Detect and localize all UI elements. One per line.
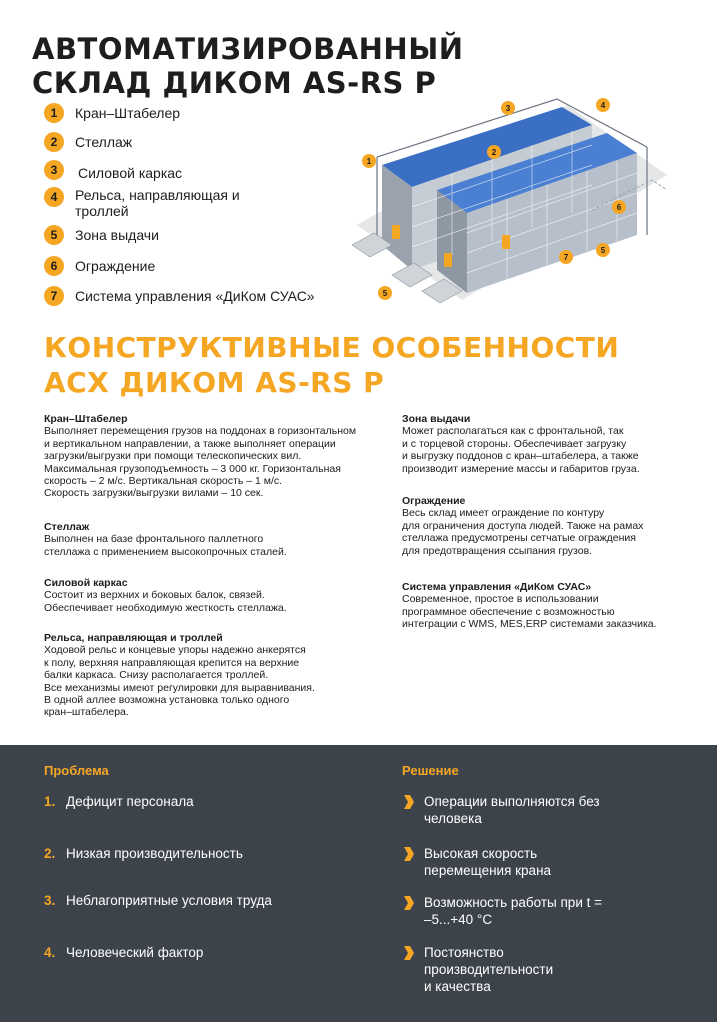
feature-text: Состоит из верхних и боковых балок, связей. Обеспечивает необходимую жесткость стеллажа.	[44, 589, 287, 614]
feature-text: Ходовой рельс и концевые упоры надежно анкерятся к полу, верхняя направляющая крепится на верхние балки каркаса. Снизу располагается троллей. Все механизмы имеют регулировки для выравнивания. В одной аллее возможна установка только одного кран–штабелера.	[44, 644, 315, 719]
legend-label: Ограждение	[75, 258, 156, 274]
solution-text: Высокая скорость перемещения крана	[424, 846, 552, 878]
legend-number-badge: 3	[44, 160, 64, 180]
problem-item	[44, 846, 243, 861]
legend-label: Стеллаж	[75, 134, 133, 150]
solution-text: Постоянство производительности и качества	[424, 945, 554, 994]
solution-text: Операции выполняются без человека	[424, 794, 600, 826]
solution-item	[402, 944, 702, 995]
chevron-right-icon	[402, 896, 414, 910]
problem-number: 2.	[44, 846, 56, 861]
solution-item	[402, 894, 702, 928]
feature-block	[402, 495, 702, 557]
legend-label: Кран–Штабелер	[75, 105, 181, 121]
solution-text: Возможность работы при t = –5...+40 °C	[424, 895, 602, 927]
page-title-line2: СКЛАД ДИКОМ AS-RS P	[32, 66, 437, 100]
legend-number-badge: 4	[44, 187, 64, 207]
problem-item	[44, 794, 194, 809]
legend-item	[44, 160, 182, 181]
legend-number-badge: 6	[44, 256, 64, 276]
problem-text: Неблагоприятные условия труда	[66, 893, 272, 908]
problem-text: Человеческий фактор	[66, 945, 204, 960]
feature-text: Выполнен на базе фронтального паллетного стеллажа с применением высокопрочных сталей.	[44, 533, 287, 558]
svg-text:6: 6	[616, 203, 622, 212]
solution-heading: Решение	[402, 763, 459, 778]
legend-item	[44, 225, 159, 245]
feature-text: Выполняет перемещения грузов на поддонах в горизонтальном и вертикальном направлении, а также выполняет операции загрузки/выгрузки при помощи телескопических вил. Максимальная грузоподъемность – 3 000 кг. Горизонтальная скорость – 2 м/с. Вертикальная скорость – 1 м/с. Скорость загрузки/выгрузки вилами – 10 сек.	[44, 425, 357, 500]
illustration-badge	[378, 286, 392, 300]
problem-text: Дефицит персонала	[66, 794, 194, 809]
illustration-badge	[612, 200, 626, 214]
svg-text:4: 4	[600, 101, 606, 110]
legend-item	[44, 286, 315, 306]
feature-title: Силовой каркас	[44, 577, 128, 589]
legend-label: Система управления «ДиКом СУАС»	[75, 288, 315, 304]
legend-item	[44, 256, 155, 276]
problem-number: 3.	[44, 893, 56, 908]
chevron-right-icon	[402, 795, 414, 809]
svg-text:2: 2	[491, 148, 497, 157]
legend-label: Зона выдачи	[75, 227, 159, 243]
feature-text: Может располагаться как с фронтальной, так и с торцевой стороны. Обеспечивает загрузку и выгрузку поддонов с кран–штабелера, а также производит измерение массы и габаритов груза.	[402, 425, 640, 475]
legend-label: Силовой каркас	[78, 165, 183, 181]
feature-block	[44, 632, 389, 719]
illustration-badge	[487, 145, 501, 159]
feature-text: Весь склад имеет ограждение по контуру для ограничения доступа людей. Также на рамах стеллажа предусмотрены сетчатые ограждения для предотвращения ссыпания грузов.	[402, 507, 644, 557]
svg-text:7: 7	[563, 253, 569, 262]
svg-text:5: 5	[382, 289, 388, 298]
problem-heading: Проблема	[44, 763, 109, 778]
feature-title: Кран–Штабелер	[44, 413, 128, 425]
illustration-badge	[559, 250, 573, 264]
feature-block	[402, 413, 702, 475]
section-title	[44, 330, 704, 400]
svg-text:1: 1	[366, 157, 372, 166]
legend-number-badge: 5	[44, 225, 64, 245]
legend-item	[44, 187, 265, 219]
legend-label: Рельса, направляющая и троллей	[75, 187, 240, 219]
feature-title: Рельса, направляющая и троллей	[44, 632, 223, 644]
chevron-right-icon	[402, 946, 414, 960]
illustration-badge	[362, 154, 376, 168]
legend-number-badge: 7	[44, 286, 64, 306]
problem-item	[44, 945, 203, 960]
page-title	[32, 32, 552, 100]
problem-number: 4.	[44, 945, 56, 960]
feature-block	[44, 521, 389, 558]
illustration-badge	[596, 243, 610, 257]
feature-title: Зона выдачи	[402, 413, 471, 425]
svg-text:3: 3	[505, 104, 511, 113]
section-title-line2: АСХ ДИКОМ AS-RS P	[44, 366, 385, 399]
feature-title: Стеллаж	[44, 521, 90, 533]
svg-text:5: 5	[600, 246, 606, 255]
feature-block	[44, 413, 389, 500]
section-title-line1: КОНСТРУКТИВНЫЕ ОСОБЕННОСТИ	[44, 331, 620, 364]
feature-title: Система управления «ДиКом СУАС»	[402, 581, 592, 593]
illustration-badge	[501, 101, 515, 115]
illustration-badge	[596, 98, 610, 112]
legend-item	[44, 132, 132, 152]
feature-text: Современное, простое в использовании программное обеспечение с возможностью интеграции с WMS, MES,ERP системами заказчика.	[402, 593, 657, 631]
problem-text: Низкая производительность	[66, 846, 243, 861]
solution-item	[402, 793, 702, 827]
legend-item	[44, 103, 180, 123]
warehouse-illustration	[352, 95, 672, 310]
chevron-right-icon	[402, 847, 414, 861]
problem-item	[44, 893, 272, 908]
feature-block	[402, 581, 702, 631]
feature-title: Ограждение	[402, 495, 466, 507]
solution-item	[402, 845, 702, 879]
page-title-line1: АВТОМАТИЗИРОВАННЫЙ	[32, 32, 464, 66]
feature-block	[44, 577, 389, 614]
legend-number-badge: 2	[44, 132, 64, 152]
legend-number-badge: 1	[44, 103, 64, 123]
problem-number: 1.	[44, 794, 56, 809]
